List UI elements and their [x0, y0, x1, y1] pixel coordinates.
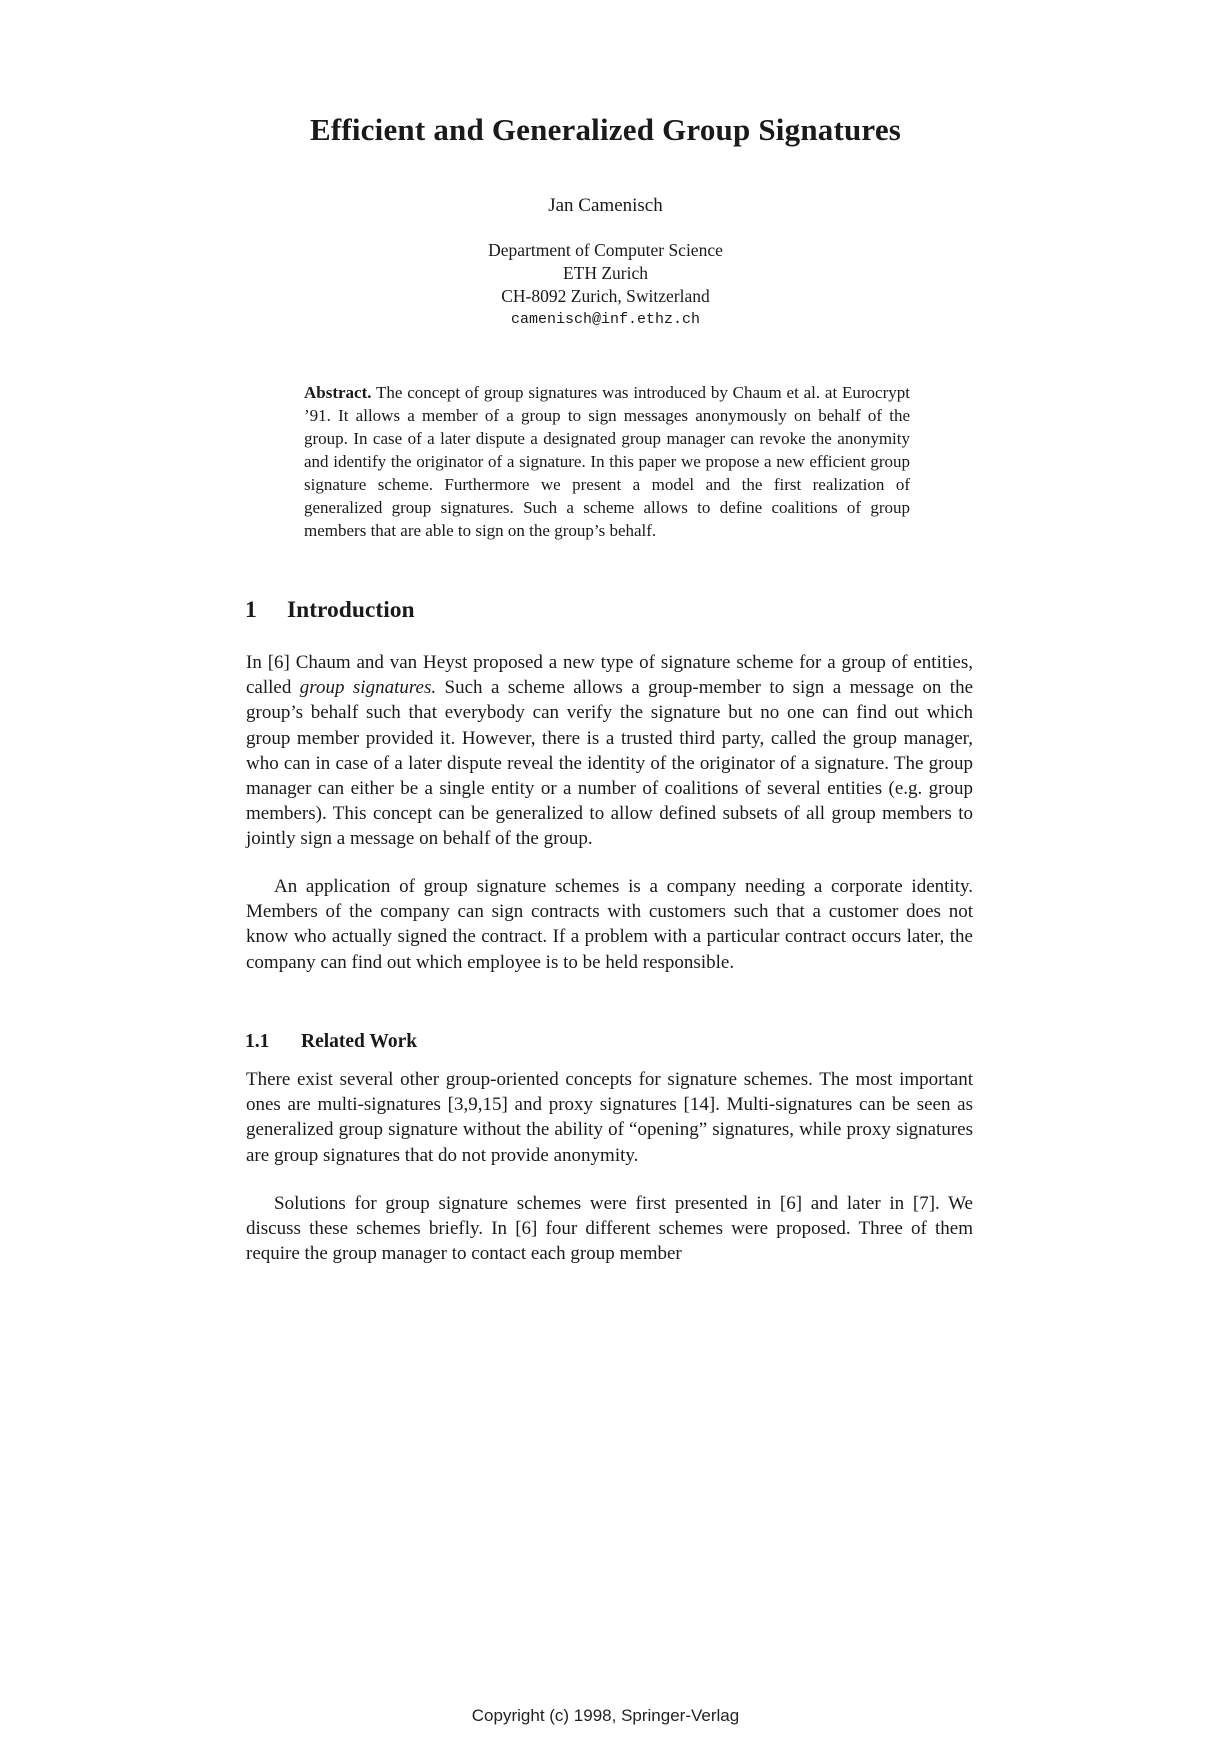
section-heading-introduction — [245, 597, 415, 624]
section-number: 1 — [245, 597, 257, 623]
author-name: Jan Camenisch — [548, 195, 663, 216]
subsection-number: 1.1 — [245, 1031, 270, 1052]
paper-title: Efficient and Generalized Group Signatures — [309, 112, 902, 147]
related-paragraph-2: Solutions for group signature schemes were first presented in [6] and later in [7]. We discuss these schemes briefly. In [6] four different schemes were proposed. Three of them require the group manager to contact each group member — [246, 1193, 973, 1265]
author-affiliation — [0, 239, 1211, 331]
subsection-heading-related-work — [245, 1031, 417, 1053]
author-email: camenisch@inf.ethz.ch — [510, 311, 701, 328]
related-paragraph-1: There exist several other group-oriented concepts for signature schemes. The most important ones are multi-signatures [3,9,15] and proxy signatures [14]. Multi-signatures can be seen as generalized group signature without the ability of “opening” signatures, while proxy signatures are group signatures that do not provide anonymity. — [246, 1069, 973, 1166]
abstract — [304, 381, 910, 542]
intro-p1-text-a: In [6] Chaum and van Heyst proposed a new type of signature scheme for a group of entities, called — [246, 652, 973, 699]
subsection-title-text: Related Work — [301, 1031, 418, 1052]
intro-p1-text-b: Such a scheme allows a group-member to sign a message on the group’s behalf such that everybody can verify the signature but no one can find out which group member provided it. However, there is a trusted third party, called the group manager, who can in case of a later dispute reveal the identity of the originator of a signature. The group manager can either be a single entity or a number of coalitions of several entities (e.g. group members). This concept can be generalized to allow defined subsets of all group members to jointly sign a message on behalf of the group. — [246, 677, 973, 850]
affiliation-institution: ETH Zurich — [562, 263, 649, 283]
intro-p1-emphasis: group signatures. — [299, 677, 437, 699]
abstract-label: Abstract. — [304, 383, 372, 402]
intro-paragraph-2: An application of group signature schemes is a company needing a corporate identity. Members of the company can sign contracts with customers such that a customer does not know who actually signed the contract. If a problem with a particular contract occurs later, the company can find out which employee is to be held responsible. — [246, 876, 973, 973]
intro-paragraph-1 — [246, 650, 973, 852]
affiliation-address: CH-8092 Zurich, Switzerland — [501, 286, 710, 306]
section-title-text: Introduction — [287, 597, 415, 623]
copyright-footer: Copyright (c) 1998, Springer-Verlag — [471, 1706, 740, 1725]
abstract-text: The concept of group signatures was introduced by Chaum et al. at Eurocrypt ’91. It allows a member of a group to sign messages anonymously on behalf of the group. In case of a later dispute a designated group manager can revoke the anonymity and identify the originator of a signature. In this paper we propose a new efficient group signature scheme. Furthermore we present a model and the first realization of generalized group signatures. Such a scheme allows to define coalitions of group members that are able to sign on the group’s behalf. — [304, 383, 910, 540]
affiliation-department: Department of Computer Science — [488, 240, 723, 260]
